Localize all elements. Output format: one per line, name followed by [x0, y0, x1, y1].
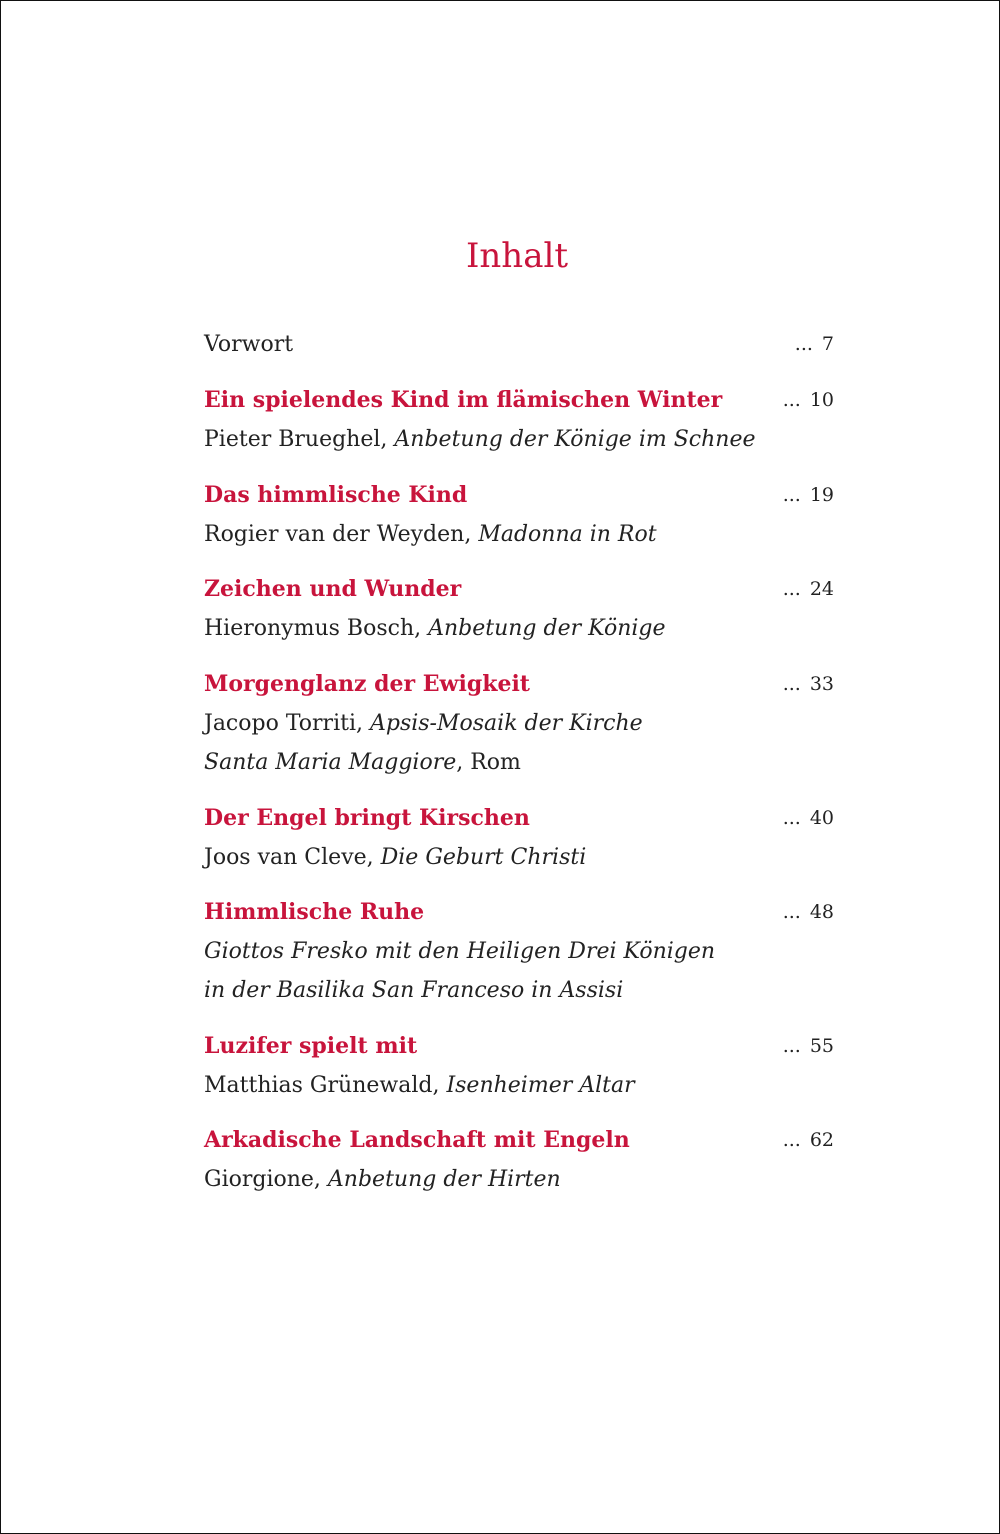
toc-entry-heading-line — [204, 325, 834, 364]
artwork-title: Apsis-Mosaik der Kirche — [369, 711, 643, 736]
artwork-credit-line — [204, 609, 834, 648]
page-reference — [783, 570, 834, 609]
page-title: Inhalt — [465, 236, 569, 276]
artwork-credit-line — [204, 838, 834, 877]
artwork-credit-line — [204, 743, 834, 782]
page-number: 40 — [809, 807, 834, 829]
artist-name: Jacopo Torriti, — [204, 711, 370, 736]
toc-entry[interactable] — [204, 665, 834, 782]
chapter-title: Himmlische Ruhe — [204, 899, 425, 925]
toc-entry-heading-line — [204, 893, 834, 932]
artwork-title: Anbetung der Könige — [428, 616, 666, 641]
artwork-credit-line — [204, 515, 834, 554]
page-reference — [783, 665, 834, 704]
toc-entry[interactable] — [204, 1121, 834, 1199]
artwork-title: Giottos Fresko mit den Heiligen Drei Königen — [204, 939, 716, 964]
toc-entry[interactable] — [204, 476, 834, 554]
leader-dots: ... — [782, 1035, 801, 1057]
artist-name: Joos van Cleve, — [204, 845, 381, 870]
page-number: 10 — [809, 389, 834, 411]
page-reference — [783, 476, 834, 515]
leader-dots: ... — [782, 484, 801, 506]
chapter-title: Das himmlische Kind — [204, 482, 468, 508]
chapter-title: Der Engel bringt Kirschen — [204, 805, 530, 831]
toc-entry-heading-line — [204, 665, 834, 704]
toc-entry-heading-line — [204, 1121, 834, 1160]
chapter-title: Zeichen und Wunder — [204, 576, 462, 602]
chapter-title: Ein spielendes Kind im flämischen Winter — [204, 387, 723, 413]
chapter-title: Morgenglanz der Ewigkeit — [204, 671, 530, 697]
artist-name: Rogier van der Weyden, — [204, 522, 479, 547]
page-number: 55 — [809, 1035, 834, 1057]
artist-name: Giorgione, — [204, 1167, 328, 1192]
toc-entry-heading-line — [204, 476, 834, 515]
page-number: 7 — [821, 333, 834, 355]
toc-entry[interactable] — [204, 570, 834, 648]
artwork-title: in der Basilika San Franceso in Assisi — [204, 978, 624, 1003]
artwork-title: Anbetung der Hirten — [327, 1167, 561, 1192]
artist-name: Matthias Grünewald, — [204, 1073, 447, 1098]
artwork-credit-line — [204, 1160, 834, 1199]
artwork-title: Anbetung der Könige im Schnee — [394, 427, 756, 452]
page-reference — [783, 893, 834, 932]
toc-entry[interactable] — [204, 799, 834, 877]
page-number: 62 — [809, 1129, 834, 1151]
page-number: 24 — [809, 578, 834, 600]
chapter-title: Luzifer spielt mit — [204, 1033, 418, 1059]
toc-entry-heading-line — [204, 381, 834, 420]
artist-name: , Rom — [456, 750, 521, 775]
page-reference — [783, 1027, 834, 1066]
leader-dots: ... — [782, 673, 801, 695]
artist-name: Pieter Brueghel, — [204, 427, 395, 452]
page-number: 48 — [809, 901, 834, 923]
page-number: 19 — [809, 484, 834, 506]
page-reference — [783, 1121, 834, 1160]
page-number: 33 — [809, 673, 834, 695]
artwork-credit-line — [204, 420, 834, 459]
page-reference — [783, 799, 834, 838]
artwork-credit-line — [204, 704, 834, 743]
page-reference — [783, 381, 834, 420]
artwork-title: Isenheimer Altar — [446, 1073, 635, 1098]
toc-entry[interactable] — [204, 325, 834, 364]
artwork-title: Die Geburt Christi — [380, 845, 587, 870]
toc-entry-heading-line — [204, 799, 834, 838]
toc-entry[interactable] — [204, 1027, 834, 1105]
page-reference — [795, 325, 834, 364]
leader-dots: ... — [794, 333, 813, 355]
artwork-credit-line — [204, 1066, 834, 1105]
artist-name: Hieronymus Bosch, — [204, 616, 429, 641]
artwork-credit-line — [204, 932, 834, 971]
toc-entry[interactable] — [204, 893, 834, 1010]
chapter-title: Arkadische Landschaft mit Engeln — [204, 1127, 630, 1153]
leader-dots: ... — [782, 901, 801, 923]
leader-dots: ... — [782, 1129, 801, 1151]
artwork-title: Santa Maria Maggiore — [204, 750, 457, 775]
chapter-title: Vorwort — [204, 332, 294, 357]
leader-dots: ... — [782, 578, 801, 600]
toc-entry-heading-line — [204, 570, 834, 609]
leader-dots: ... — [782, 389, 801, 411]
artwork-credit-line — [204, 971, 834, 1010]
toc-entry[interactable] — [204, 381, 834, 459]
toc-entry-heading-line — [204, 1027, 834, 1066]
artwork-title: Madonna in Rot — [478, 522, 657, 547]
leader-dots: ... — [782, 807, 801, 829]
